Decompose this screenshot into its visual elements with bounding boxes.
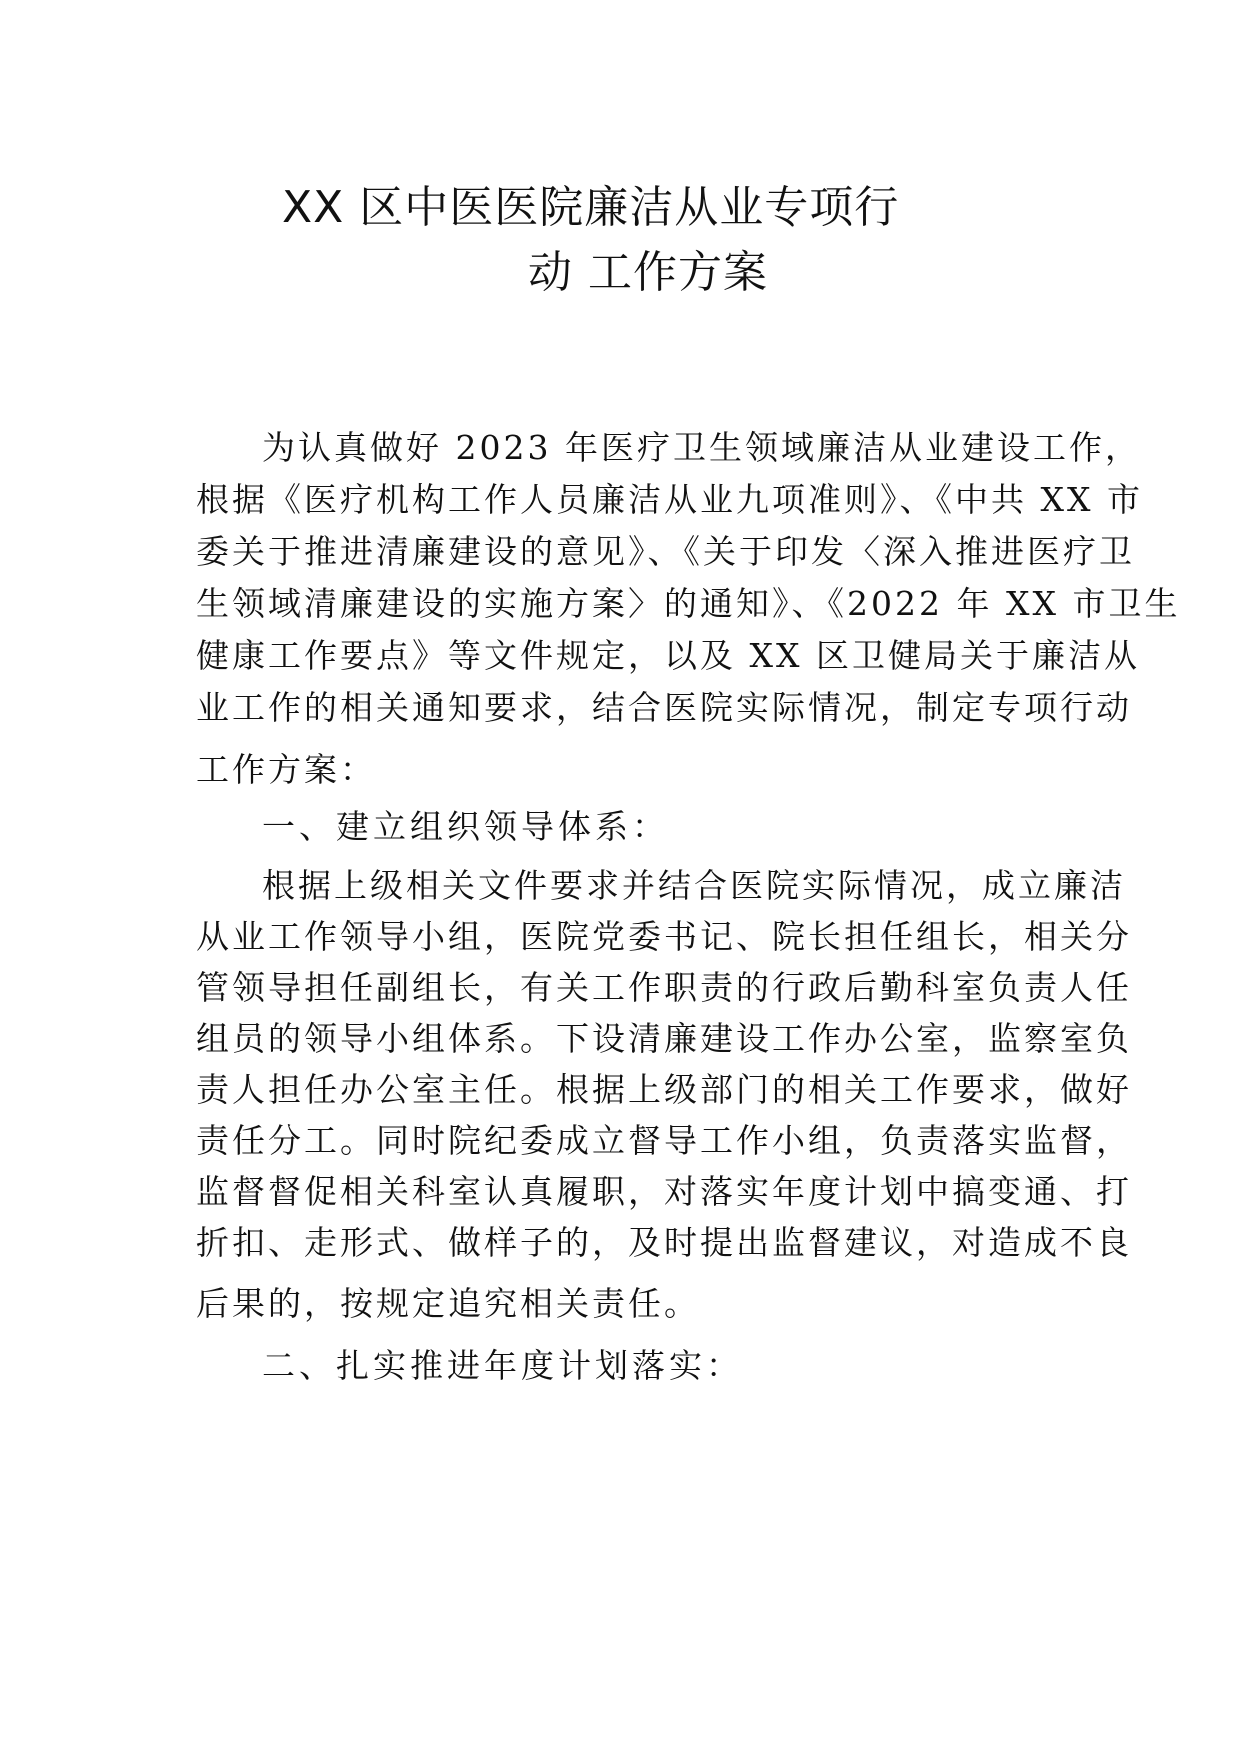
section1-line: 监督督促相关科室认真履职，对落实年度计划中搞变通、打 [196,1172,1132,1211]
section1-line: 根据上级相关文件要求并结合医院实际情况，成立廉洁 [262,866,1126,905]
section1-line-last: 后果的，按规定追究相关责任。 [196,1284,700,1323]
document-title-line-1: XX 区中医医院廉洁从业专项行 [282,182,900,233]
section1-line: 责任分工。同时院纪委成立督导工作小组，负责落实监督， [196,1121,1132,1160]
intro-line: 生领域清廉建设的实施方案〉的通知》、《2022 年 XX 市卫生 [196,584,1181,623]
section-heading-2: 二、扎实推进年度计划落实： [262,1346,743,1385]
section1-line: 责人担任办公室主任。根据上级部门的相关工作要求，做好 [196,1070,1132,1109]
section1-line: 从业工作领导小组，医院党委书记、院长担任组长，相关分 [196,917,1132,956]
section1-line: 组员的领导小组体系。下设清廉建设工作办公室，监察室负 [196,1019,1132,1058]
intro-line-last: 工作方案： [196,750,376,789]
section1-line: 管领导担任副组长，有关工作职责的行政后勤科室负责人任 [196,968,1132,1007]
intro-line: 委关于推进清廉建设的意见》、《关于印发〈深入推进医疗卫 [196,532,1135,571]
intro-line: 业工作的相关通知要求，结合医院实际情况，制定专项行动 [196,688,1132,727]
document-title-line-2: 动 工作方案 [528,247,768,298]
section-heading-1: 一、建立组织领导体系： [262,807,669,846]
intro-line: 根据《医疗机构工作人员廉洁从业九项准则》、《中共 XX 市 [196,480,1143,519]
intro-line: 为认真做好 2023 年医疗卫生领域廉洁从业建设工作， [262,428,1141,467]
intro-line: 健康工作要点》等文件规定，以及 XX 区卫健局关于廉洁从 [196,636,1140,675]
section1-line: 折扣、走形式、做样子的，及时提出监督建议，对造成不良 [196,1223,1132,1262]
